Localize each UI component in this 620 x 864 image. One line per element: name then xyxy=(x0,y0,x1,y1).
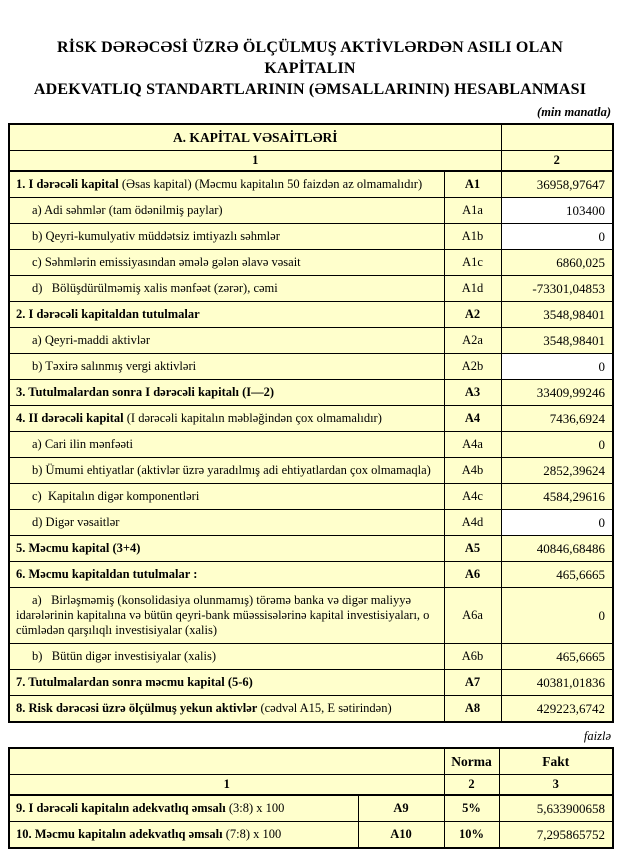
capital-table-row-A8 xyxy=(9,696,613,723)
row-label-rest: b) Qeyri-kumulyativ müddətsiz imtiyazlı səhmlər xyxy=(32,229,280,243)
row-code-A10: A10 xyxy=(358,822,444,849)
row-label-rest: a) Cari ilin mənfəəti xyxy=(32,437,134,451)
capital-table-header-row xyxy=(9,124,613,151)
colnum-1: 1 xyxy=(9,151,501,172)
row-label-A1d xyxy=(9,276,444,302)
row-label-rest: b) Ümumi ehtiyatlar (aktivlər üzrə yaradılmış adi ehtiyatlardan çox olmamaqla) xyxy=(32,463,431,477)
row-fakt-A10: 7,295865752 xyxy=(499,822,613,849)
row-norma-A9: 5% xyxy=(444,795,499,822)
row-norma-A10: 10% xyxy=(444,822,499,849)
colnum-3: 3 xyxy=(499,775,613,796)
capital-table-row-A4b xyxy=(9,458,613,484)
capital-table-row-A7 xyxy=(9,670,613,696)
row-label-rest: c) Kapitalın digər komponentləri xyxy=(32,489,200,503)
row-value-A1b: 0 xyxy=(501,224,613,250)
row-code-A7: A7 xyxy=(444,670,501,696)
row-label-rest: b) Təxirə salınmış vergi aktivləri xyxy=(32,359,197,373)
row-value-A1: 36958,97647 xyxy=(501,171,613,198)
capital-table-row-A1d xyxy=(9,276,613,302)
adequacy-table-colnum-row xyxy=(9,775,613,796)
page-title-line2: ADEKVATLIQ STANDARTLARININ (ƏMSALLARININ) HESABLANMASI xyxy=(33,81,587,98)
row-value-A4: 7436,6924 xyxy=(501,406,613,432)
row-label-A1c xyxy=(9,250,444,276)
capital-table-row-A2b xyxy=(9,354,613,380)
row-code-A4: A4 xyxy=(444,406,501,432)
capital-table-row-A3 xyxy=(9,380,613,406)
row-label-A4a xyxy=(9,432,444,458)
row-value-A4a: 0 xyxy=(501,432,613,458)
row-label-A4 xyxy=(9,406,444,432)
row-label-bold: 3. Tutulmalardan sonra I dərəcəli kapitalı (I—2) xyxy=(16,385,275,399)
row-label-A6b xyxy=(9,644,444,670)
row-label-A6a xyxy=(9,588,444,644)
row-value-A1a: 103400 xyxy=(501,198,613,224)
row-code-A4d: A4d xyxy=(444,510,501,536)
capital-table-row-A4c xyxy=(9,484,613,510)
row-label-bold: 8. Risk dərəcəsi üzrə ölçülmuş yekun aktivlər xyxy=(16,701,258,715)
row-value-A1d: -73301,04853 xyxy=(501,276,613,302)
row-label-rest: (3:8) x 100 xyxy=(225,801,285,815)
row-code-A1: A1 xyxy=(444,171,501,198)
row-value-A1c: 6860,025 xyxy=(501,250,613,276)
capital-table-row-A1c xyxy=(9,250,613,276)
row-code-A2b: A2b xyxy=(444,354,501,380)
row-label-A9 xyxy=(9,795,358,822)
row-code-A8: A8 xyxy=(444,696,501,723)
norma-header: Norma xyxy=(444,748,499,775)
row-label-A5 xyxy=(9,536,444,562)
unit-note: (min manatla) xyxy=(537,105,611,119)
row-label-A2 xyxy=(9,302,444,328)
row-label-rest: a) Adi səhmlər (tam ödənilmiş paylar) xyxy=(32,203,223,217)
adequacy-header-empty-cell xyxy=(9,748,444,775)
row-value-A3: 33409,99246 xyxy=(501,380,613,406)
row-label-bold: 5. Məcmu kapital (3+4) xyxy=(16,541,141,555)
row-value-A2a: 3548,98401 xyxy=(501,328,613,354)
row-code-A6: A6 xyxy=(444,562,501,588)
row-label-A6 xyxy=(9,562,444,588)
row-code-A9: A9 xyxy=(358,795,444,822)
row-label-rest: b) Bütün digər investisiyalar (xalis) xyxy=(32,649,216,663)
row-code-A1a: A1a xyxy=(444,198,501,224)
row-value-A6b: 465,6665 xyxy=(501,644,613,670)
row-label-A4c xyxy=(9,484,444,510)
row-label-rest: c) Səhmlərin emissiyasından əmələ gələn əlavə vəsait xyxy=(32,255,301,269)
colnum-2: 2 xyxy=(444,775,499,796)
row-label-rest: (Əsas kapital) (Məcmu kapitalın 50 faizdən az olmamalıdır) xyxy=(118,177,423,191)
row-label-A7 xyxy=(9,670,444,696)
row-value-A4b: 2852,39624 xyxy=(501,458,613,484)
row-label-bold: 10. Məcmu kapitalın adekvatlıq əmsalı xyxy=(16,827,223,841)
row-label-A1b xyxy=(9,224,444,250)
capital-table-header-empty-cell xyxy=(501,124,613,151)
colnum-2: 2 xyxy=(501,151,613,172)
capital-table-row-A6a xyxy=(9,588,613,644)
page-title-line1: RİSK DƏRƏCƏSİ ÜZRƏ ÖLÇÜLMUŞ AKTİVLƏRDƏN ASILI OLAN KAPİTALIN xyxy=(57,39,563,77)
page-title xyxy=(10,37,610,100)
fakt-header: Fakt xyxy=(499,748,613,775)
row-label-A10 xyxy=(9,822,358,849)
row-label-rest: a) Birləşməmiş (konsolidasiya olunmamış) törəmə banka və digər maliyyə idarələrinin kapitalına və bütün qeyri-bank müəssisələrinə kapital investisiyaları, o cümlədən qarşılıqlı investisiyalar (xalis) xyxy=(16,593,430,637)
row-label-A1a xyxy=(9,198,444,224)
capital-table-row-A4d xyxy=(9,510,613,536)
capital-table-row-A6b xyxy=(9,644,613,670)
row-label-bold: 4. II dərəcəli kapital xyxy=(16,411,124,425)
row-label-A3 xyxy=(9,380,444,406)
capital-table-row-A1a xyxy=(9,198,613,224)
row-label-rest: (7:8) x 100 xyxy=(222,827,282,841)
row-label-bold: 7. Tutulmalardan sonra məcmu kapital (5-6) xyxy=(16,675,253,689)
capital-table-title: A. KAPİTAL VƏSAİTLƏRİ xyxy=(9,124,501,151)
adequacy-table-row-A10 xyxy=(9,822,613,849)
row-label-A2a xyxy=(9,328,444,354)
row-label-A8 xyxy=(9,696,444,723)
capital-table-row-A4 xyxy=(9,406,613,432)
row-label-A1 xyxy=(9,171,444,198)
row-code-A1c: A1c xyxy=(444,250,501,276)
adequacy-table xyxy=(8,747,614,849)
row-value-A4d: 0 xyxy=(501,510,613,536)
capital-table-row-A1 xyxy=(9,171,613,198)
row-label-rest: d) Bölüşdürülməmiş xalis mənfəət (zərər), cəmi xyxy=(32,281,278,295)
row-code-A3: A3 xyxy=(444,380,501,406)
row-value-A6a: 0 xyxy=(501,588,613,644)
row-code-A4a: A4a xyxy=(444,432,501,458)
row-label-bold: 1. I dərəcəli kapital xyxy=(16,177,119,191)
row-value-A5: 40846,68486 xyxy=(501,536,613,562)
row-code-A5: A5 xyxy=(444,536,501,562)
capital-table-row-A2 xyxy=(9,302,613,328)
row-code-A1b: A1b xyxy=(444,224,501,250)
row-label-bold: 9. I dərəcəli kapitalın adekvatlıq əmsalı xyxy=(16,801,226,815)
capital-table-row-A5 xyxy=(9,536,613,562)
row-label-rest: d) Digər vəsaitlər xyxy=(32,515,120,529)
row-code-A2a: A2a xyxy=(444,328,501,354)
adequacy-table-row-A9 xyxy=(9,795,613,822)
capital-table-row-A2a xyxy=(9,328,613,354)
row-label-bold: 2. I dərəcəli kapitaldan tutulmalar xyxy=(16,307,200,321)
row-value-A6: 465,6665 xyxy=(501,562,613,588)
row-label-bold: 6. Məcmu kapitaldan tutulmalar : xyxy=(16,567,198,581)
row-label-A2b xyxy=(9,354,444,380)
adequacy-table-header-row xyxy=(9,748,613,775)
row-value-A4c: 4584,29616 xyxy=(501,484,613,510)
row-label-rest: (cədvəl A15, E sətirindən) xyxy=(257,701,392,715)
row-value-A2: 3548,98401 xyxy=(501,302,613,328)
row-label-A4d xyxy=(9,510,444,536)
capital-table-row-A1b xyxy=(9,224,613,250)
capital-table-colnum-row xyxy=(9,151,613,172)
capital-table xyxy=(8,123,614,723)
document-page xyxy=(0,37,620,864)
row-value-A7: 40381,01836 xyxy=(501,670,613,696)
row-code-A1d: A1d xyxy=(444,276,501,302)
row-fakt-A9: 5,633900658 xyxy=(499,795,613,822)
row-label-rest: a) Qeyri-maddi aktivlər xyxy=(32,333,151,347)
row-value-A2b: 0 xyxy=(501,354,613,380)
capital-table-row-A6 xyxy=(9,562,613,588)
colnum-1: 1 xyxy=(9,775,444,796)
row-value-A8: 429223,6742 xyxy=(501,696,613,723)
row-label-rest: (I dərəcəli kapitalın məbləğindən çox olmamalıdır) xyxy=(123,411,382,425)
capital-table-row-A4a xyxy=(9,432,613,458)
row-code-A4c: A4c xyxy=(444,484,501,510)
row-code-A2: A2 xyxy=(444,302,501,328)
row-code-A6a: A6a xyxy=(444,588,501,644)
row-code-A4b: A4b xyxy=(444,458,501,484)
row-label-A4b xyxy=(9,458,444,484)
row-code-A6b: A6b xyxy=(444,644,501,670)
percent-note: faizlə xyxy=(583,729,611,743)
